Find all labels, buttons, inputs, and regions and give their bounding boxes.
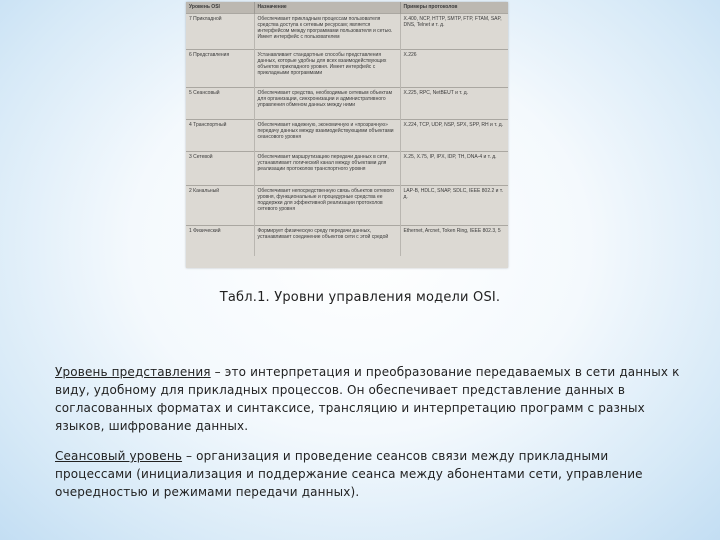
cell-level: 2 Канальный — [186, 186, 254, 226]
cell-level: 6 Представления — [186, 50, 254, 88]
cell-protocols: Ethernet, Arcnet, Token Ring, IEEE 802.3, 5 — [400, 226, 508, 256]
cell-protocols: X.224, TCP, UDP, NSP, SPX, SPP, RH и т. д. — [400, 120, 508, 152]
cell-level: 3 Сетевой — [186, 152, 254, 186]
cell-level: 4 Транспортный — [186, 120, 254, 152]
paragraph-text: – это интерпретация и преобразование передаваемых в сети данных к виду, удобному для прикладных процессов. Он обеспечивает представление данных в согласованных форматах и синтаксисе, трансляцию и интерпретацию программ с разных языков, шифрование данных. — [55, 365, 680, 433]
cell-protocols: LAP-B, HDLC, SNAP, SDLC, IEEE 802.2 и т. д. — [400, 186, 508, 226]
header-level: Уровень OSI — [186, 2, 254, 14]
table-caption: Табл.1. Уровни управления модели OSI. — [219, 290, 501, 305]
header-protocols: Примеры протоколов — [400, 2, 508, 14]
paragraph-session-layer — [55, 447, 685, 501]
cell-protocols: X.25, X.75, IP, IPX, IDP, TH, DNA-4 и т. д. — [400, 152, 508, 186]
cell-level: 1 Физический — [186, 226, 254, 256]
cell-purpose: Обеспечивает средства, необходимые сетевым объектам для организации, синхронизации и административного управления обменом данных между ними — [254, 88, 400, 120]
cell-level: 5 Сеансовый — [186, 88, 254, 120]
cell-protocols: X.400, NCP, HTTP, SMTP, FTP, FTAM, SAP, DNS, Telnet и т. д. — [400, 14, 508, 50]
paragraph-presentation-layer — [55, 363, 685, 435]
osi-table-image — [186, 2, 508, 268]
cell-purpose: Обеспечивает маршрутизацию передачи данных в сети, устанавливает логический канал между объектами для реализации протоколов транспортного уровня — [254, 152, 400, 186]
table-row — [186, 186, 508, 226]
cell-protocols: X.226 — [400, 50, 508, 88]
header-purpose: Назначение — [254, 2, 400, 14]
cell-purpose: Обеспечивает непосредственную связь объектов сетевого уровня, функциональные и процедурные средства ее поддержки для эффективной реализации протоколов сетевого уровня — [254, 186, 400, 226]
cell-protocols: X.225, RPC, NetBEUT и т. д. — [400, 88, 508, 120]
cell-level: 7 Прикладной — [186, 14, 254, 50]
table-row — [186, 14, 508, 50]
cell-purpose: Устанавливает стандартные способы представления данных, которые удобны для всех взаимодействующих объектов прикладного уровня. Имеет интерфейс с прикладными программами — [254, 50, 400, 88]
term-presentation-layer: Уровень представления — [55, 365, 211, 379]
table-header-row — [186, 2, 508, 14]
table-row — [186, 88, 508, 120]
paragraph-text: – организация и проведение сеансов связи между прикладными процессами (инициализация и поддержание сеанса между абонентами сети, управление очередностью и режимами передачи данных). — [55, 449, 643, 499]
cell-purpose: Обеспечивает прикладным процессам пользователя средства доступа к сетевым ресурсам; является интерфейсом между программами пользователя и сетью. Имеет интерфейс с пользователем — [254, 14, 400, 50]
table-row — [186, 120, 508, 152]
osi-levels-table — [186, 2, 508, 256]
table-row — [186, 152, 508, 186]
table-row — [186, 50, 508, 88]
cell-purpose: Обеспечивает надежную, экономичную и «прозрачную» передачу данных между взаимодействующими объектами сеансового уровня — [254, 120, 400, 152]
table-row — [186, 226, 508, 256]
term-session-layer: Сеансовый уровень — [55, 449, 183, 463]
cell-purpose: Формирует физическую среду передачи данных, устанавливает соединение объектов сети с этой средой — [254, 226, 400, 256]
